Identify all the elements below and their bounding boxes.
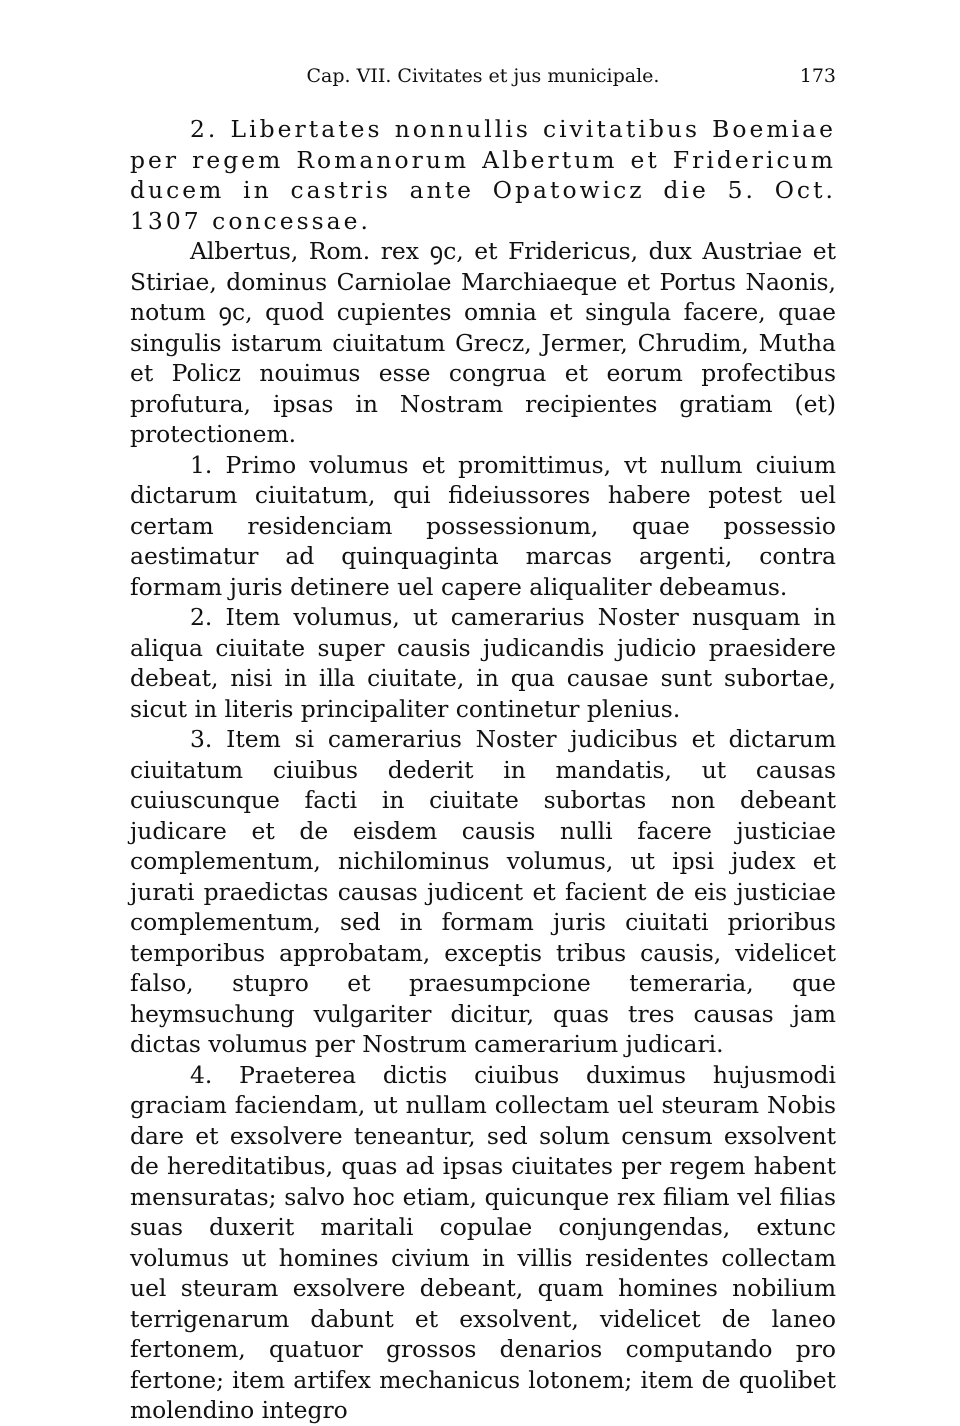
section-heading: 2. Libertates nonnullis civitatibus Boemiae per regem Romanorum Albertum et Fridericum ducem in castris ante Opatowicz die 5. Oct. 1307 concessae.: [130, 115, 836, 235]
article-2-paragraph: 2. Item volumus, ut camerarius Noster nusquam in aliqua ciuitate super causis judicandis judicio praesidere debeat, nisi in illa ciuitate, in qua causae sunt subortae, sicut in literis principaliter continetur plenius.: [130, 603, 836, 723]
running-title: Cap. VII. Civitates et jus municipale.: [306, 65, 660, 87]
document-body: [130, 114, 836, 1426]
article-3-paragraph: 3. Item si camerarius Noster judicibus et dictarum ciuitatum ciuibus dederit in mandatis, ut causas cuiuscunque facti in ciuitate subortas non debeant judicare et de eisdem causis nulli facere justiciae complementum, nichilominus volumus, ut ipsi judex et jurati praedictas causas judicent et facient de eis justiciae complementum, sed in formam juris ciuitati prioribus temporibus approbatam, exceptis tribus causis, videlicet falso, stupro et praesumpcione temeraria, que heymsuchung vulgariter dicitur, quas tres causas jam dictas volumus per Nostrum camerarium judicari.: [130, 725, 836, 1058]
page-number: 173: [799, 65, 836, 87]
article-1-paragraph: 1. Primo volumus et promittimus, vt nullum ciuium dictarum ciuitatum, qui fideiussores habere potest uel certam residenciam possessionum, quae possessio aestimatur ad quinquaginta marcas argenti, contra formam juris detinere uel capere aliqualiter debeamus.: [130, 450, 836, 601]
page: [130, 56, 836, 1426]
running-header: [130, 56, 836, 96]
article-4-paragraph: 4. Praeterea dictis ciuibus duximus hujusmodi graciam faciendam, ut nullam collectam uel steuram Nobis dare et exsolvere teneantur, sed solum censum exsolvent de hereditatibus, quas ad ipsas ciuitates per regem habent mensuratas; salvo hoc etiam, quicunque rex filiam vel filias suas duxerit maritali copulae conjungendas, extunc volumus ut homines civium in villis residentes collectam uel steuram exsolvere debeant, quam homines nobilium terrigenarum dabunt et exsolvent, videlicet de laneo fertonem, quatuor grossos denarios computando pro fertone; item artifex mechanicus lotonem; item de quolibet molendino integro: [130, 1060, 836, 1424]
preamble-paragraph: Albertus, Rom. rex ꝯc, et Fridericus, dux Austriae et Stiriae, dominus Carniolae Marchiaeque et Portus Naonis, notum ꝯc, quod cupientes omnia et singula facere, quae singulis istarum ciuitatum Grecz, Jermer, Chrudim, Mutha et Policz nouimus esse congrua et eorum profectibus profutura, ipsas in Nostram recipientes gratiam (et) protectionem.: [130, 237, 836, 448]
